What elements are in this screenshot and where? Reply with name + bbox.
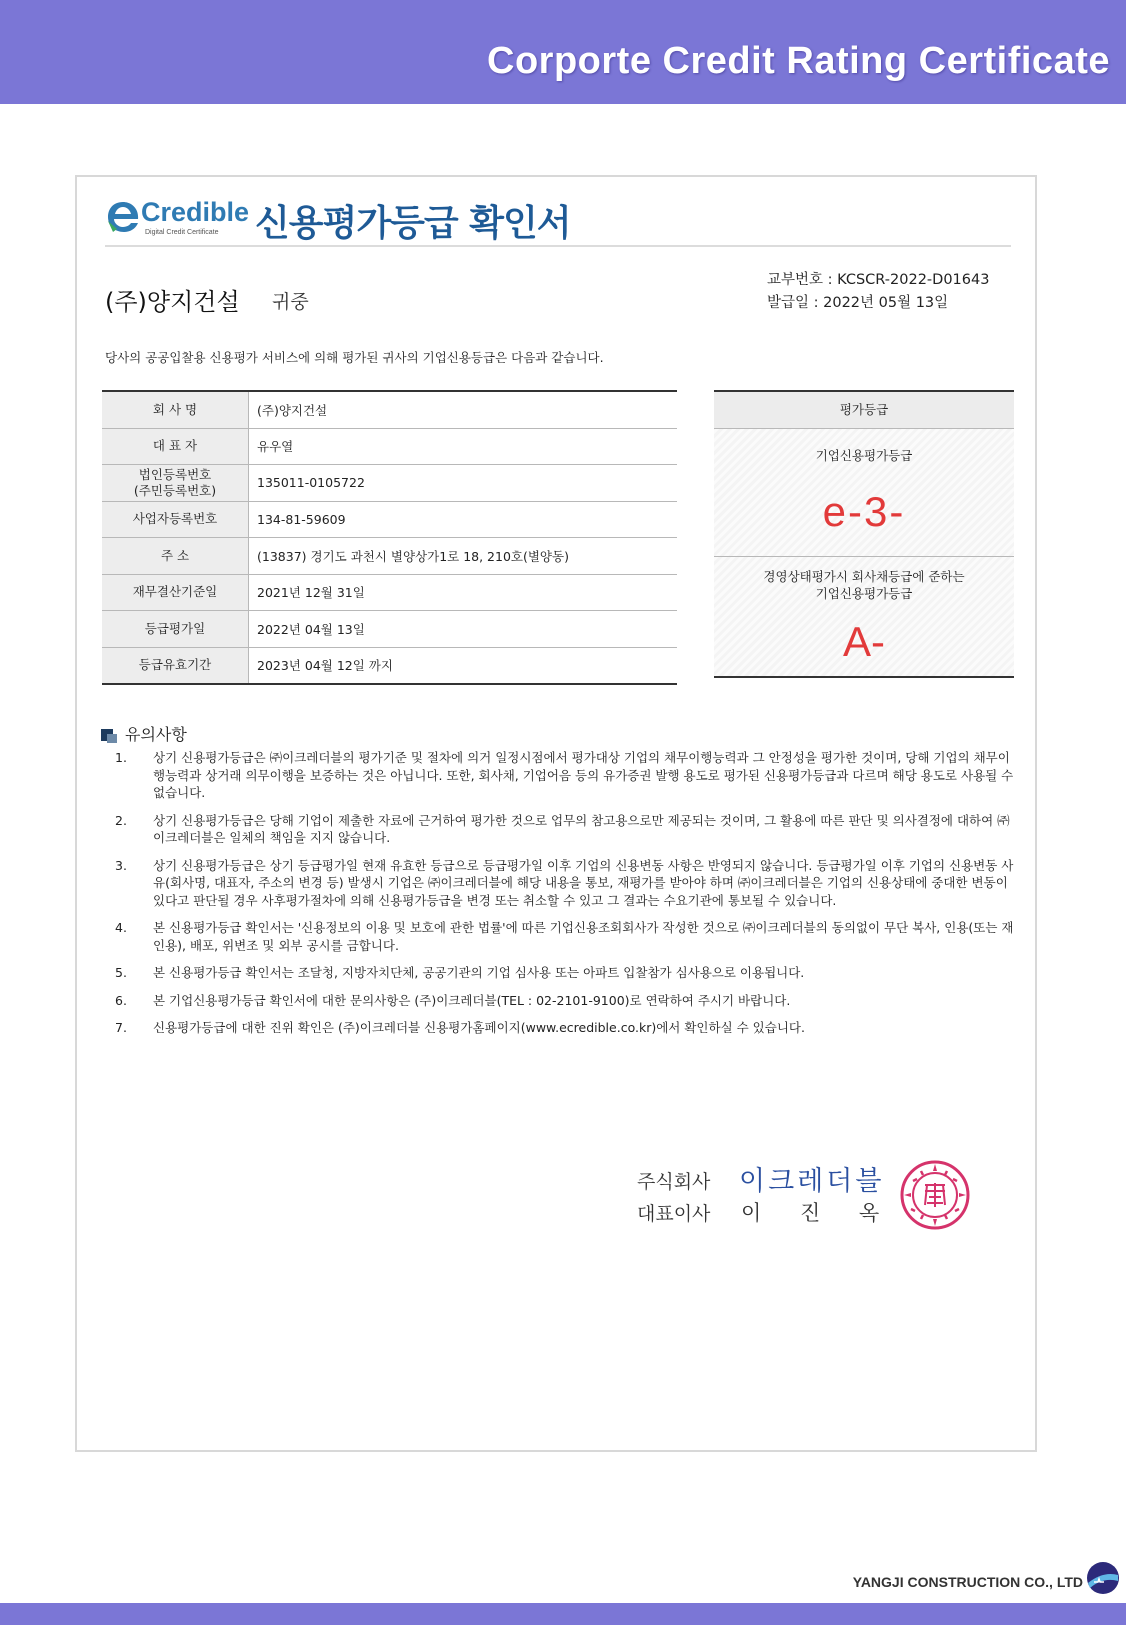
credible-logo-subtitle: Digital Credit Certificate <box>145 229 219 236</box>
row-value: 134-81-59609 <box>249 501 678 538</box>
company-info-table <box>102 390 677 685</box>
credit-grade-label: 기업신용평가등급 <box>815 448 913 463</box>
bond-grade-value: A- <box>843 618 885 665</box>
issue-date: 발급일 : 2022년 05월 13일 <box>767 295 949 311</box>
page-title: Corporte Credit Rating Certificate <box>487 40 1110 82</box>
row-label: 등급평가일 <box>102 611 249 648</box>
row-label-line2: (주민등록번호) <box>133 482 217 498</box>
bond-grade-label-line1: 경영상태평가시 회사채등급에 준하는 <box>763 569 965 584</box>
bond-grade-label-line2: 기업신용평가등급 <box>815 586 913 601</box>
note-text: 본 신용평가등급 확인서는 조달청, 지방자치단체, 공공기관의 기업 심사용 또는 아파트 입찰참가 심사용으로 이용됩니다. <box>153 965 805 980</box>
row-label: 사업자등록번호 <box>102 501 249 538</box>
signature-ceo: 이 진 옥 <box>741 1201 880 1225</box>
note-text: 상기 신용평가등급은 ㈜이크레더블의 평가기준 및 절차에 의거 일정시점에서 평가대상 기업의 채무이행능력과 그 안정성을 평가한 것이며, 당해 기업의 채무이행능력과 상거래 의무이행을 보증하는 것은 아닙니다. 또한, 회사채, 기업어음 등의 유가증권 발행 용도로 평가된 신용평가등급과 다르며 해당 용도로 사용될 수 없습니다. <box>153 750 1014 800</box>
square-bullet-icon <box>101 729 119 743</box>
list-item <box>105 1019 1015 1037</box>
bond-grade-label <box>714 568 1014 602</box>
row-label: 회 사 명 <box>102 391 249 428</box>
table-row <box>102 574 677 611</box>
table-row <box>102 647 677 684</box>
table-row <box>102 611 677 648</box>
credible-logo-icon <box>105 199 141 235</box>
certificate-title: 신용평가등급 확인서 <box>255 203 571 244</box>
row-value: 2023년 04월 12일 까지 <box>257 658 393 674</box>
note-number: 6. <box>115 992 127 1008</box>
row-label: 등급유효기간 <box>102 647 249 684</box>
row-value: 2021년 12월 31일 <box>249 574 678 611</box>
footer-company-name: YANGJI CONSTRUCTION CO., LTD <box>852 1574 1083 1590</box>
yangji-logo-icon <box>1086 1561 1120 1595</box>
row-value: (주)양지건설 <box>249 391 678 428</box>
row-label: 재무결산기준일 <box>102 574 249 611</box>
table-row <box>102 428 677 465</box>
recipient-suffix: 귀중 <box>272 291 309 313</box>
note-text: 상기 신용평가등급은 상기 등급평가일 현재 유효한 등급으로 등급평가일 이후 기업의 신용변동 사항은 반영되지 않습니다. 등급평가일 이후 기업의 신용변동 사유(회사명, 대표자, 주소의 변경 등) 발생시 기업은 ㈜이크레더블에 해당 내용을 통보, 재평가를 받아야 하며 ㈜이크레더블은 기업의 신용상태에 중대한 변동이 있다고 판단될 경우 사후평가절차에 의해 신용평가등급을 변경 또는 취소할 수 있고 그 결과는 수요기관에 통보될 수 있습니다. <box>153 857 1014 908</box>
notes-list <box>105 749 1015 1047</box>
signature-company: 이크레더블 <box>739 1166 885 1197</box>
table-row <box>102 538 677 575</box>
note-text: 본 기업신용평가등급 확인서에 대한 문의사항은 (주)이크레더블(TEL : 02-2101-9100)로 연락하여 주시기 바랍니다. <box>153 992 791 1008</box>
row-value: (13837) 경기도 과천시 별양상가1로 18, 210호(별양동) <box>249 538 678 575</box>
issue-info <box>767 269 989 315</box>
grade-panel <box>714 390 1014 678</box>
list-item <box>105 812 1015 847</box>
grade-panel-header: 평가등급 <box>714 392 1014 429</box>
row-value: 유우열 <box>249 428 678 465</box>
note-number: 1. <box>115 750 127 765</box>
notes-title: 유의사항 <box>125 725 187 744</box>
row-value: 135011-0105722 <box>249 465 678 502</box>
credible-logo: Credible <box>141 197 250 227</box>
red-seal-icon <box>899 1159 971 1231</box>
row-label: 주 소 <box>102 538 249 575</box>
note-number: 7. <box>115 1020 127 1035</box>
certificate <box>75 175 1037 1452</box>
note-text: 본 신용평가등급 확인서는 '신용정보의 이용 및 보호에 관한 법률'에 따른 기업신용조회회사가 작성한 것으로 ㈜이크레더블의 동의없이 무단 복사, 인용(또는 재인용), 배포, 위변조 및 외부 공시를 금합니다. <box>153 920 1014 953</box>
notes-heading <box>101 722 187 745</box>
credit-grade-value: e-3- <box>822 488 906 535</box>
signature-line2: 대표이사 <box>637 1203 711 1225</box>
list-item <box>105 857 1015 910</box>
row-label <box>102 465 249 502</box>
issue-number: 교부번호 : KCSCR-2022-D01643 <box>767 272 990 288</box>
footer-bar <box>0 1603 1126 1625</box>
note-number: 4. <box>115 920 127 935</box>
note-number: 3. <box>115 857 127 873</box>
note-text: 신용평가등급에 대한 진위 확인은 (주)이크레더블 신용평가홈페이지(www.ecredible.co.kr)에서 확인하실 수 있습니다. <box>153 1020 805 1035</box>
row-label-line1: 법인등록번호 <box>138 466 212 482</box>
table-row <box>102 391 677 428</box>
row-value: 2022년 04월 13일 <box>249 611 678 648</box>
grade-divider <box>714 556 1014 557</box>
note-number: 2. <box>115 812 127 828</box>
table-row <box>102 465 677 502</box>
signature-line1: 주식회사 <box>637 1171 711 1193</box>
note-number: 5. <box>115 965 127 980</box>
row-label: 대 표 자 <box>102 428 249 465</box>
intro-text: 당사의 공공입찰용 신용평가 서비스에 의해 평가된 귀사의 기업신용등급은 다음과 같습니다. <box>105 350 604 365</box>
list-item <box>105 749 1015 802</box>
recipient-name: (주)양지건설 <box>105 288 240 316</box>
table-row <box>102 501 677 538</box>
list-item <box>105 992 1015 1010</box>
certificate-header <box>105 195 1011 247</box>
list-item <box>105 919 1015 954</box>
header-banner <box>0 0 1126 104</box>
list-item <box>105 964 1015 982</box>
note-text: 상기 신용평가등급은 당해 기업이 제출한 자료에 근거하여 평가한 것으로 업무의 참고용으로만 제공되는 것이며, 그 활용에 따른 판단 및 의사결정에 대하여 ㈜이크레더블은 일체의 책임을 지지 않습니다. <box>153 812 1010 845</box>
